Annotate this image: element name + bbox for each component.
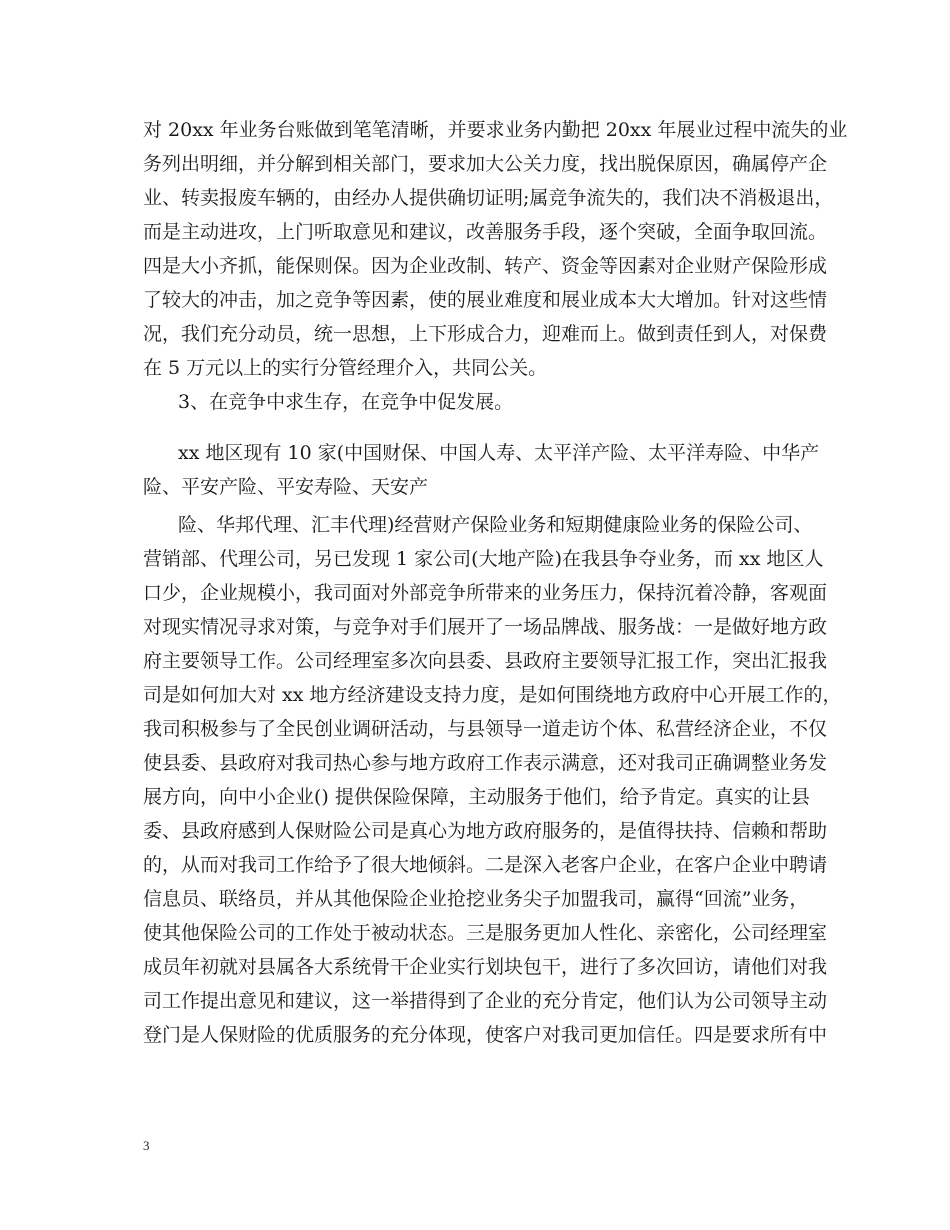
text-line: 的，从而对我司工作给予了很大地倾斜。二是深入老客户企业，在客户企业中聘请 bbox=[143, 854, 828, 876]
text-line: 展方向，向中小企业() 提供保险保障，主动服务于他们，给予肯定。真实的让县 bbox=[143, 786, 810, 808]
text-line: 险、华邦代理、汇丰代理)经营财产保险业务和短期健康险业务的保险公司、 bbox=[178, 514, 813, 536]
text-line: 了较大的冲击，加之竞争等因素，使的展业难度和展业成本大大增加。针对这些情 bbox=[143, 289, 828, 311]
section-heading: 3、在竞争中求生存，在竞争中促发展。 bbox=[178, 391, 514, 413]
text-line: 委、县政府感到人保财险公司是真心为地方政府服务的，是值得扶持、信赖和帮助 bbox=[143, 820, 828, 842]
text-line: 在 5 万元以上的实行分管经理介入，共同公关。 bbox=[143, 357, 548, 379]
text-line: 我司积极参与了全民创业调研活动，与县领导一道走访个体、私营经济企业，不仅 bbox=[143, 718, 828, 740]
text-line: 营销部、代理公司，另已发现 1 家公司(大地产险)在我县争夺业务，而 xx 地区人 bbox=[143, 548, 824, 570]
text-line: 使其他保险公司的工作处于被动状态。三是服务更加人性化、亲密化，公司经理室 bbox=[143, 922, 828, 944]
text-line: 对 20xx 年业务台账做到笔笔清晰，并要求业务内勤把 20xx 年展业过程中流失的业 bbox=[143, 119, 848, 141]
text-line: 登门是人保财险的优质服务的充分体现，使客户对我司更加信任。四是要求所有中 bbox=[143, 1024, 828, 1046]
text-line: 对现实情况寻求对策，与竞争对手们展开了一场品牌战、服务战：一是做好地方政 bbox=[143, 616, 828, 638]
text-line: 口少，企业规模小，我司面对外部竞争所带来的业务压力，保持沉着冷静，客观面 bbox=[143, 582, 828, 604]
text-line: 而是主动进攻，上门听取意见和建议，改善服务手段，逐个突破，全面争取回流。 bbox=[143, 221, 828, 243]
text-line: 险、平安产险、平安寿险、天安产 bbox=[143, 476, 429, 498]
text-line: 成员年初就对县属各大系统骨干企业实行划块包干，进行了多次回访，请他们对我 bbox=[143, 956, 828, 978]
text-line: 四是大小齐抓，能保则保。因为企业改制、转产、资金等因素对企业财产保险形成 bbox=[143, 255, 828, 277]
text-line: 信息员、联络员，并从其他保险企业抢挖业务尖子加盟我司，赢得“回流”业务， bbox=[143, 888, 809, 910]
text-line: 司工作提出意见和建议，这一举措得到了企业的充分肯定，他们认为公司领导主动 bbox=[143, 990, 828, 1012]
text-line: 府主要领导工作。公司经理室多次向县委、县政府主要领导汇报工作，突出汇报我 bbox=[143, 650, 828, 672]
page-number: 3 bbox=[143, 1138, 150, 1153]
text-line: 使县委、县政府对我司热心参与地方政府工作表示满意，还对我司正确调整业务发 bbox=[143, 752, 828, 774]
text-line: 况，我们充分动员，统一思想，上下形成合力，迎难而上。做到责任到人，对保费 bbox=[143, 323, 828, 345]
text-line: 务列出明细，并分解到相关部门，要求加大公关力度，找出脱保原因，确属停产企 bbox=[143, 153, 828, 175]
text-line: xx 地区现有 10 家(中国财保、中国人寿、太平洋产险、太平洋寿险、中华产 bbox=[178, 442, 820, 464]
text-line: 业、转卖报废车辆的，由经办人提供确切证明;属竞争流失的，我们决不消极退出， bbox=[143, 187, 834, 209]
text-line: 司是如何加大对 xx 地方经济建设支持力度，是如何围绕地方政府中心开展工作的， bbox=[143, 684, 842, 706]
